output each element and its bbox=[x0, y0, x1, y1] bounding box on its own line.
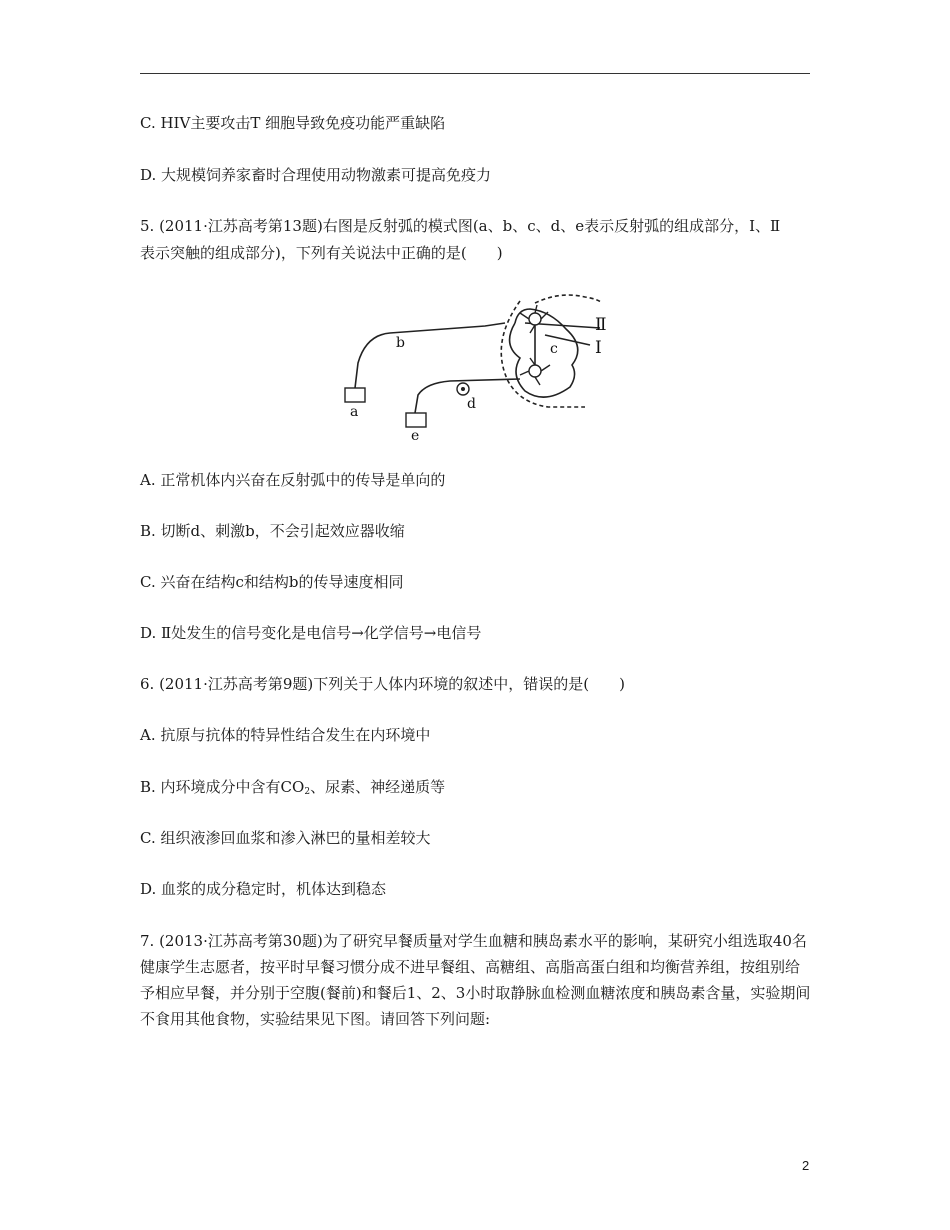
label-synapse-1: Ⅰ bbox=[595, 338, 602, 358]
effector-e bbox=[406, 413, 426, 427]
afferent-nerve-b bbox=[355, 323, 505, 388]
label-d: d bbox=[467, 396, 476, 412]
receptor-a bbox=[345, 388, 365, 402]
q5-option-c: C. 兴奋在结构c和结构b的传导速度相同 bbox=[140, 573, 404, 591]
q5-option-d: D. Ⅱ处发生的信号变化是电信号→化学信号→电信号 bbox=[140, 624, 482, 642]
spinal-cord-outline bbox=[535, 295, 602, 303]
neuron-body-lower bbox=[529, 365, 541, 377]
q6-option-b: B. 内环境成分中含有$CO_2$、尿素、神经递质等 bbox=[140, 778, 446, 797]
q6-stem: 6. (2011·江苏高考第9题)下列关于人体内环境的叙述中，错误的是( ) bbox=[140, 675, 625, 693]
reflex-arc-diagram bbox=[330, 283, 630, 443]
q5-option-a: A. 正常机体内兴奋在反射弧中的传导是单向的 bbox=[140, 471, 446, 489]
header-rule bbox=[140, 73, 810, 74]
q4-option-d: D. 大规模饲养家畜时合理使用动物激素可提高免疫力 bbox=[140, 166, 492, 184]
q6-option-a: A. 抗原与抗体的特异性结合发生在内环境中 bbox=[140, 726, 431, 744]
label-a: a bbox=[350, 404, 359, 420]
label-synapse-2: Ⅱ bbox=[595, 315, 607, 335]
q7-stem: 7. (2013·江苏高考第30题)为了研究早餐质量对学生血糖和胰岛素水平的影响，某研究小组选取40名健康学生志愿者，按平时早餐习惯分成不进早餐组、高糖组、高脂高蛋白组和均衡营养组，按组别给予相应早餐，并分别于空腹(餐前)和餐后1、2、3小时取静脉血检测血糖浓度和胰岛素含量，实验期间不食用其他食物，实验结果见下图。请回答下列问题: bbox=[140, 932, 811, 1028]
page-number: 2 bbox=[802, 1158, 810, 1173]
grey-matter bbox=[510, 309, 578, 397]
q4-option-c: C. HIV主要攻击T 细胞导致免疫功能严重缺陷 bbox=[140, 114, 446, 132]
q5-stem-line2: 表示突触的组成部分)，下列有关说法中正确的是( ) bbox=[140, 244, 503, 262]
neuron-body-upper bbox=[529, 313, 541, 325]
q6-option-d: D. 血浆的成分稳定时，机体达到稳态 bbox=[140, 880, 387, 898]
label-b: b bbox=[396, 335, 405, 351]
q5-stem-line1: 5. (2011·江苏高考第13题)右图是反射弧的模式图(a、b、c、d、e表示反射弧的组成部分，Ⅰ、Ⅱ bbox=[140, 217, 781, 235]
label-e: e bbox=[411, 428, 420, 443]
label-c: c bbox=[550, 341, 558, 357]
q6-option-c: C. 组织液渗回血浆和渗入淋巴的量相差较大 bbox=[140, 829, 431, 847]
q5-option-b: B. 切断d、刺激b，不会引起效应器收缩 bbox=[140, 522, 405, 540]
